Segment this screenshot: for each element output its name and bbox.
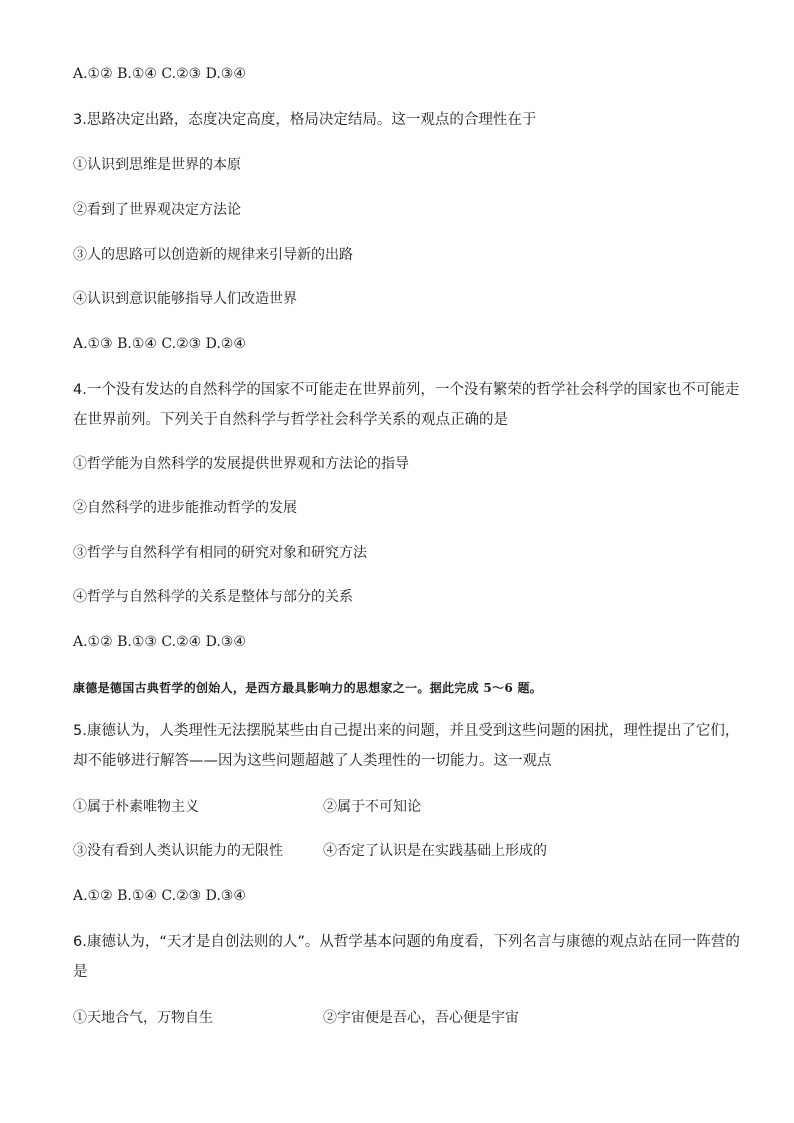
q5-option-1: ①属于朴素唯物主义 [73, 799, 199, 815]
q6-options-row-1 [73, 1008, 519, 1028]
q2-answers: A.①② B.①④ C.②③ D.③④ [73, 66, 246, 82]
q6-option-2: ②宇宙便是吾心，吾心便是宇宙 [323, 1010, 519, 1026]
q5-option-2: ②属于不可知论 [323, 799, 421, 815]
q4-option-1: ①哲学能为自然科学的发展提供世界观和方法论的指导 [73, 456, 409, 472]
q6-stem-line-1: 6.康德认为，“天才是自创法则的人”。从哲学基本问题的角度看，下列名言与康德的观点站在同一阵营的 [73, 934, 740, 950]
q6-stem-line-2: 是 [73, 964, 88, 980]
q6-option-1: ①天地合气，万物自生 [73, 1010, 213, 1026]
q5-stem-line-2: 却不能够进行解答——因为这些问题超越了人类理性的一切能力。这一观点 [73, 753, 552, 769]
q4-option-4: ④哲学与自然科学的关系是整体与部分的关系 [73, 589, 353, 605]
q5-stem-line-1: 5.康德认为，人类理性无法摆脱某些由自己提出来的问题，并且受到这些问题的困扰，理性提出了它们， [73, 723, 740, 739]
q3-option-1: ①认识到思维是世界的本原 [73, 157, 241, 173]
q3-option-4: ④认识到意识能够指导人们改造世界 [73, 291, 297, 307]
q4-option-3: ③哲学与自然科学有相同的研究对象和研究方法 [73, 545, 367, 561]
q3-option-2: ②看到了世界观决定方法论 [73, 202, 241, 218]
q3-option-3: ③人的思路可以创造新的规律来引导新的出路 [73, 247, 353, 263]
q5-option-4: ④否定了认识是在实践基础上形成的 [323, 843, 547, 859]
q4-stem-line-1: 4.一个没有发达的自然科学的国家不可能走在世界前列，一个没有繁荣的哲学社会科学的国家也不可能走 [73, 382, 740, 398]
q3-answers: A.①③ B.①④ C.②③ D.②④ [73, 336, 246, 352]
q4-option-2: ②自然科学的进步能推动哲学的发展 [73, 500, 297, 516]
q4-answers: A.①② B.①③ C.②④ D.③④ [73, 634, 246, 650]
q5-option-3: ③没有看到人类认识能力的无限性 [73, 843, 283, 859]
section-intro: 康德是德国古典哲学的创始人，是西方最具影响力的思想家之一。据此完成 5～6 题。 [73, 681, 543, 695]
q4-stem-line-2: 在世界前列。下列关于自然科学与哲学社会科学关系的观点正确的是 [73, 412, 508, 428]
q5-options-row-2 [73, 841, 547, 861]
q5-answers: A.①② B.①④ C.②③ D.③④ [73, 888, 246, 904]
q3-stem: 3.思路决定出路，态度决定高度，格局决定结局。这一观点的合理性在于 [73, 112, 537, 128]
q5-options-row-1 [73, 797, 421, 817]
